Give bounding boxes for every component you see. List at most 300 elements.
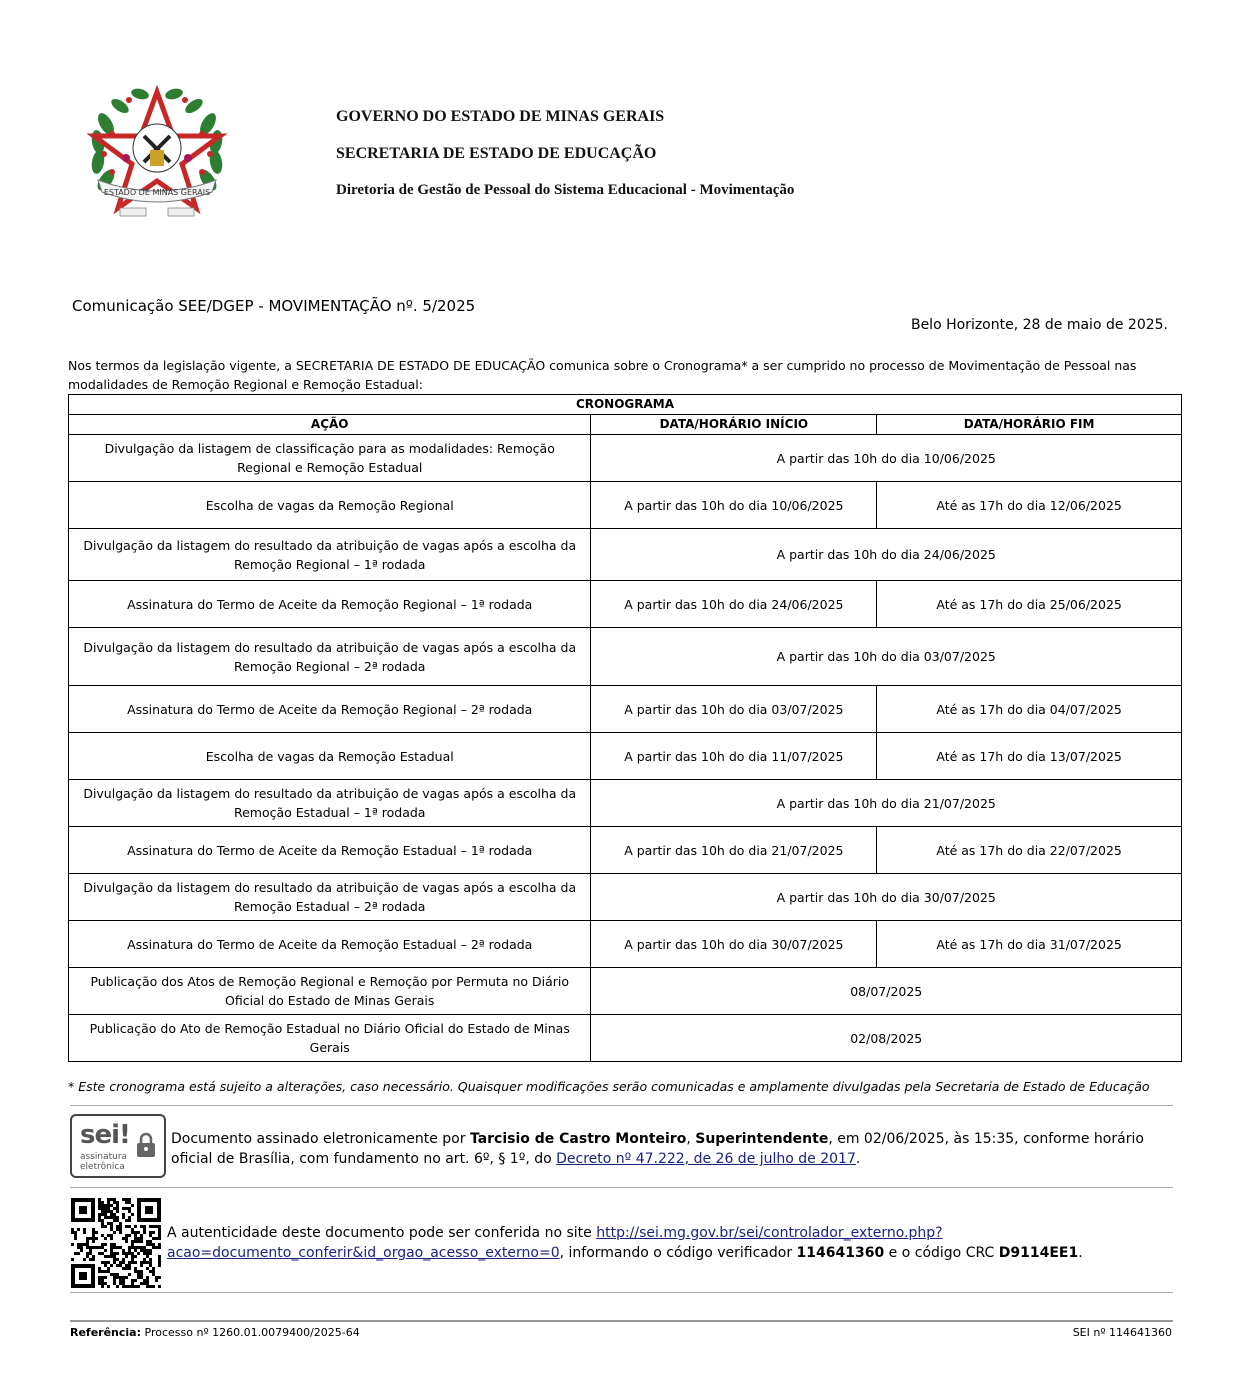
qr-module	[116, 1258, 119, 1261]
row-action: Assinatura do Termo de Aceite da Remoção Estadual – 2ª rodada	[69, 921, 591, 968]
qr-module	[113, 1261, 116, 1264]
qr-module	[158, 1276, 161, 1279]
qr-module	[125, 1285, 128, 1288]
row-start: A partir das 10h do dia 03/07/2025	[591, 686, 877, 733]
qr-module	[140, 1270, 143, 1273]
row-start: A partir das 10h do dia 11/07/2025	[591, 733, 877, 780]
qr-module	[101, 1201, 104, 1204]
qr-module	[98, 1282, 101, 1285]
row-period: 08/07/2025	[591, 968, 1182, 1015]
qr-module	[92, 1234, 95, 1237]
state-seal-logo	[84, 84, 230, 224]
qr-module	[101, 1261, 104, 1264]
qr-module	[113, 1231, 116, 1234]
sei-logo-text: sei!	[80, 1120, 130, 1150]
qr-module	[89, 1249, 92, 1252]
qr-module	[101, 1285, 104, 1288]
qr-module	[92, 1255, 95, 1258]
qr-module	[119, 1222, 122, 1225]
crc-code: D9114EE1	[998, 1245, 1079, 1261]
qr-module	[149, 1258, 152, 1261]
row-action: Publicação do Ato de Remoção Estadual no Diário Oficial do Estado de Minas Gerais	[69, 1015, 591, 1062]
qr-module	[122, 1249, 125, 1252]
qr-module	[146, 1261, 149, 1264]
qr-module	[158, 1246, 161, 1249]
row-end: Até as 17h do dia 22/07/2025	[877, 827, 1182, 874]
qr-module	[158, 1255, 161, 1258]
qr-module	[98, 1219, 101, 1222]
qr-module	[143, 1252, 146, 1255]
qr-module	[140, 1240, 143, 1243]
qr-module	[146, 1276, 149, 1279]
signer-role: Superintendente	[695, 1131, 829, 1147]
qr-module	[113, 1276, 116, 1279]
qr-module	[113, 1213, 116, 1216]
qr-module	[71, 1231, 74, 1234]
qr-module	[116, 1264, 119, 1267]
qr-module	[98, 1246, 101, 1249]
qr-module	[146, 1285, 149, 1288]
qr-module	[86, 1237, 89, 1240]
qr-module	[122, 1285, 125, 1288]
header-secretariat: SECRETARIA DE ESTADO DE EDUCAÇÃO	[336, 145, 657, 162]
qr-module	[128, 1261, 131, 1264]
qr-module	[122, 1276, 125, 1279]
row-period: A partir das 10h do dia 30/07/2025	[591, 874, 1182, 921]
qr-module	[101, 1270, 104, 1273]
qr-module	[152, 1231, 155, 1234]
qr-module	[122, 1258, 125, 1261]
qr-module	[140, 1237, 143, 1240]
qr-module	[125, 1240, 128, 1243]
qr-module	[125, 1237, 128, 1240]
qr-module	[155, 1246, 158, 1249]
row-start: A partir das 10h do dia 21/07/2025	[591, 827, 877, 874]
row-period: A partir das 10h do dia 10/06/2025	[591, 435, 1182, 482]
qr-module	[98, 1270, 101, 1273]
qr-module	[134, 1249, 137, 1252]
row-end: Até as 17h do dia 13/07/2025	[877, 733, 1182, 780]
qr-module	[128, 1246, 131, 1249]
signer-name: Tarcisio de Castro Monteiro	[469, 1131, 687, 1147]
qr-module	[80, 1246, 83, 1249]
row-start: A partir das 10h do dia 24/06/2025	[591, 581, 877, 628]
qr-module	[110, 1273, 113, 1276]
row-end: Até as 17h do dia 31/07/2025	[877, 921, 1182, 968]
qr-module	[134, 1231, 137, 1234]
sei-logo-sub2: eletrônica	[80, 1162, 125, 1172]
table-row	[69, 1015, 1182, 1062]
row-action: Divulgação da listagem do resultado da atribuição de vagas após a escolha da Remoção Regional – 2ª rodada	[69, 628, 591, 686]
qr-module	[140, 1225, 143, 1228]
authenticity-text: A autenticidade deste documento pode ser conferida no site http://sei.mg.gov.br/sei/controlador_externo.php? acao=documento_conferir&id_orgao_acesso_externo=0, informando o código verificador 114641360 e o código CRC D9114EE1.	[167, 1225, 1083, 1261]
qr-module	[134, 1279, 137, 1282]
qr-module	[113, 1246, 116, 1249]
qr-module	[146, 1249, 149, 1252]
qr-module	[143, 1225, 146, 1228]
qr-module	[152, 1246, 155, 1249]
qr-module	[146, 1243, 149, 1246]
schedule-table	[68, 394, 1182, 1062]
qr-module	[122, 1213, 125, 1216]
qr-module	[158, 1225, 161, 1228]
qr-module	[125, 1267, 128, 1270]
qr-module	[71, 1243, 74, 1246]
qr-module	[125, 1207, 128, 1210]
qr-module	[128, 1198, 131, 1201]
qr-module	[92, 1237, 95, 1240]
qr-module	[101, 1252, 104, 1255]
qr-module	[110, 1234, 113, 1237]
qr-module	[107, 1198, 110, 1201]
qr-module	[158, 1258, 161, 1261]
sei-signature-logo	[70, 1114, 166, 1178]
row-action: Escolha de vagas da Remoção Regional	[69, 482, 591, 529]
qr-module	[149, 1261, 152, 1264]
qr-module	[98, 1201, 101, 1204]
qr-module	[134, 1237, 137, 1240]
table-row	[69, 733, 1182, 780]
qr-module	[140, 1276, 143, 1279]
qr-module	[107, 1201, 110, 1204]
table-row	[69, 529, 1182, 581]
qr-module	[137, 1276, 140, 1279]
divider	[70, 1320, 1173, 1322]
header-directorate: Diretoria de Gestão de Pessoal do Sistema Educacional - Movimentação	[336, 182, 795, 198]
qr-module	[116, 1276, 119, 1279]
qr-module	[125, 1264, 128, 1267]
qr-module	[104, 1249, 107, 1252]
seal-text: ESTADO DE MINAS GERAIS	[103, 188, 211, 197]
qr-module	[155, 1237, 158, 1240]
qr-module	[116, 1228, 119, 1231]
qr-module	[155, 1225, 158, 1228]
qr-module	[95, 1237, 98, 1240]
qr-module	[128, 1264, 131, 1267]
qr-module	[113, 1207, 116, 1210]
qr-module	[104, 1261, 107, 1264]
row-action: Assinatura do Termo de Aceite da Remoção Estadual – 1ª rodada	[69, 827, 591, 874]
qr-module	[131, 1213, 134, 1216]
qr-module	[134, 1267, 137, 1270]
qr-module	[107, 1270, 110, 1273]
qr-module	[140, 1249, 143, 1252]
qr-module	[158, 1237, 161, 1240]
qr-module	[110, 1222, 113, 1225]
qr-module	[116, 1210, 119, 1213]
qr-module	[149, 1252, 152, 1255]
row-action: Divulgação da listagem do resultado da atribuição de vagas após a escolha da Remoção Regional – 1ª rodada	[69, 529, 591, 581]
qr-module	[116, 1207, 119, 1210]
qr-module	[101, 1246, 104, 1249]
qr-module	[86, 1240, 89, 1243]
qr-module	[119, 1228, 122, 1231]
qr-module	[101, 1243, 104, 1246]
qr-module	[143, 1258, 146, 1261]
row-action: Divulgação da listagem do resultado da atribuição de vagas após a escolha da Remoção Estadual – 2ª rodada	[69, 874, 591, 921]
place-date: Belo Horizonte, 28 de maio de 2025.	[910, 317, 1168, 333]
qr-module	[77, 1246, 80, 1249]
decree-link[interactable]: Decreto nº 47.222, de 26 de julho de 2017	[556, 1151, 856, 1167]
qr-module	[149, 1231, 152, 1234]
col-header-action: AÇÃO	[69, 415, 591, 435]
qr-module	[131, 1258, 134, 1261]
qr-module	[131, 1240, 134, 1243]
qr-module	[110, 1264, 113, 1267]
table-row	[69, 628, 1182, 686]
qr-module	[116, 1285, 119, 1288]
qr-module	[128, 1210, 131, 1213]
verifier-code: 114641360	[796, 1245, 885, 1261]
verify-link[interactable]: http://sei.mg.gov.br/sei/controlador_externo.php? acao=documento_conferir&id_orgao_acesso_externo=0	[167, 1225, 943, 1261]
qr-module	[128, 1216, 131, 1219]
qr-module	[80, 1249, 83, 1252]
qr-module	[134, 1261, 137, 1264]
row-action: Assinatura do Termo de Aceite da Remoção Regional – 2ª rodada	[69, 686, 591, 733]
qr-module	[158, 1243, 161, 1246]
row-action: Divulgação da listagem do resultado da atribuição de vagas após a escolha da Remoção Estadual – 1ª rodada	[69, 780, 591, 827]
qr-module	[104, 1213, 107, 1216]
qr-module	[110, 1213, 113, 1216]
qr-module	[101, 1225, 104, 1228]
qr-module	[152, 1285, 155, 1288]
qr-module	[92, 1228, 95, 1231]
qr-module	[77, 1243, 80, 1246]
qr-module	[104, 1255, 107, 1258]
qr-module	[134, 1255, 137, 1258]
qr-module	[116, 1219, 119, 1222]
qr-module	[125, 1252, 128, 1255]
qr-module	[158, 1231, 161, 1234]
qr-module	[134, 1225, 137, 1228]
header-government: GOVERNO DO ESTADO DE MINAS GERAIS	[336, 108, 665, 125]
qr-module	[125, 1201, 128, 1204]
row-action: Publicação dos Atos de Remoção Regional e Remoção por Permuta no Diário Oficial do Estado de Minas Gerais	[69, 968, 591, 1015]
qr-module	[119, 1261, 122, 1264]
qr-module	[131, 1204, 134, 1207]
qr-module	[149, 1285, 152, 1288]
qr-module	[113, 1255, 116, 1258]
qr-module	[92, 1246, 95, 1249]
qr-module	[113, 1279, 116, 1282]
qr-module	[116, 1204, 119, 1207]
qr-module	[110, 1216, 113, 1219]
qr-module	[104, 1282, 107, 1285]
qr-module	[101, 1282, 104, 1285]
qr-module	[113, 1243, 116, 1246]
qr-module	[143, 1228, 146, 1231]
qr-module	[131, 1282, 134, 1285]
qr-module	[101, 1204, 104, 1207]
qr-module	[119, 1225, 122, 1228]
qr-module	[152, 1225, 155, 1228]
qr-module	[104, 1276, 107, 1279]
qr-module	[134, 1285, 137, 1288]
qr-module	[107, 1285, 110, 1288]
table-row	[69, 482, 1182, 529]
qr-module	[92, 1258, 95, 1261]
table-row	[69, 435, 1182, 482]
qr-module	[110, 1198, 113, 1201]
qr-module	[119, 1246, 122, 1249]
qr-module	[155, 1279, 158, 1282]
qr-module	[116, 1252, 119, 1255]
qr-module	[152, 1270, 155, 1273]
signature-text: Documento assinado eletronicamente por Tarcisio de Castro Monteiro, Superintendente, em 02/06/2025, às 15:35, conforme horário oficial de Brasília, com fundamento no art. 6º, § 1º, do Decreto nº 47.222, de 26 de julho de 2017.	[171, 1131, 1144, 1167]
qr-module	[137, 1273, 140, 1276]
qr-module	[86, 1246, 89, 1249]
process-reference: Referência: Processo nº 1260.01.0079400/2025-64	[70, 1326, 360, 1339]
qr-module	[131, 1228, 134, 1231]
qr-module	[149, 1270, 152, 1273]
qr-module	[134, 1270, 137, 1273]
qr-module	[113, 1219, 116, 1222]
row-period: A partir das 10h do dia 03/07/2025	[591, 628, 1182, 686]
qr-module	[107, 1255, 110, 1258]
table-row	[69, 968, 1182, 1015]
qr-module	[122, 1267, 125, 1270]
qr-module	[92, 1231, 95, 1234]
qr-module	[74, 1234, 77, 1237]
qr-module	[107, 1261, 110, 1264]
qr-module	[86, 1252, 89, 1255]
qr-module	[92, 1240, 95, 1243]
qr-module	[146, 1252, 149, 1255]
divider	[70, 1292, 1173, 1293]
qr-module	[113, 1252, 116, 1255]
qr-module	[143, 1261, 146, 1264]
qr-module	[122, 1282, 125, 1285]
intro-paragraph: Nos termos da legislação vigente, a SECRETARIA DE ESTADO DE EDUCAÇÃO comunica sobre o Cronograma* a ser cumprido no processo de Movimentação de Pessoal nas modalidades de Remoção Regional e Remoção Estadual:	[68, 358, 1137, 392]
qr-module	[125, 1219, 128, 1222]
qr-module	[113, 1201, 116, 1204]
qr-module	[143, 1279, 146, 1282]
table-row	[69, 780, 1182, 827]
qr-module	[89, 1258, 92, 1261]
qr-module	[116, 1273, 119, 1276]
qr-module	[107, 1234, 110, 1237]
row-action: Escolha de vagas da Remoção Estadual	[69, 733, 591, 780]
qr-module	[98, 1207, 101, 1210]
col-header-start: DATA/HORÁRIO INÍCIO	[591, 415, 877, 435]
sei-logo-sub1: assinatura	[80, 1152, 128, 1162]
qr-module	[71, 1258, 74, 1261]
qr-module	[104, 1243, 107, 1246]
qr-module	[122, 1261, 125, 1264]
qr-module	[149, 1234, 152, 1237]
qr-module	[104, 1207, 107, 1210]
qr-module	[83, 1243, 86, 1246]
qr-module	[128, 1201, 131, 1204]
qr-module	[158, 1264, 161, 1267]
qr-module	[113, 1258, 116, 1261]
qr-module	[149, 1264, 152, 1267]
qr-module	[131, 1261, 134, 1264]
qr-module	[113, 1216, 116, 1219]
qr-module	[128, 1273, 131, 1276]
qr-module	[152, 1243, 155, 1246]
qr-module	[113, 1273, 116, 1276]
qr-module	[137, 1237, 140, 1240]
qr-module	[128, 1234, 131, 1237]
row-period: A partir das 10h do dia 21/07/2025	[591, 780, 1182, 827]
qr-module	[104, 1216, 107, 1219]
qr-module	[101, 1207, 104, 1210]
qr-module	[116, 1246, 119, 1249]
col-header-end: DATA/HORÁRIO FIM	[877, 415, 1182, 435]
qr-module	[149, 1225, 152, 1228]
qr-module	[110, 1228, 113, 1231]
qr-module	[86, 1243, 89, 1246]
qr-module	[140, 1273, 143, 1276]
qr-module	[77, 1252, 80, 1255]
qr-module	[101, 1234, 104, 1237]
qr-module	[104, 1204, 107, 1207]
qr-module	[149, 1240, 152, 1243]
qr-module	[98, 1204, 101, 1207]
qr-module	[110, 1249, 113, 1252]
qr-module	[80, 1243, 83, 1246]
qr-module	[134, 1234, 137, 1237]
row-end: Até as 17h do dia 12/06/2025	[877, 482, 1182, 529]
qr-module	[131, 1285, 134, 1288]
qr-module	[119, 1231, 122, 1234]
qr-module	[158, 1285, 161, 1288]
divider	[70, 1105, 1173, 1106]
qr-module	[74, 1231, 77, 1234]
qr-module	[107, 1210, 110, 1213]
qr-module	[86, 1255, 89, 1258]
qr-module	[116, 1216, 119, 1219]
qr-module	[143, 1246, 146, 1249]
qr-module	[122, 1237, 125, 1240]
qr-module	[140, 1282, 143, 1285]
qr-module	[110, 1210, 113, 1213]
row-period: A partir das 10h do dia 24/06/2025	[591, 529, 1182, 581]
row-start: A partir das 10h do dia 10/06/2025	[591, 482, 877, 529]
qr-module	[122, 1216, 125, 1219]
qr-module	[110, 1255, 113, 1258]
qr-module	[122, 1198, 125, 1201]
qr-module	[134, 1240, 137, 1243]
qr-module	[98, 1279, 101, 1282]
qr-module	[152, 1273, 155, 1276]
qr-module	[122, 1207, 125, 1210]
qr-module	[146, 1255, 149, 1258]
qr-module	[98, 1252, 101, 1255]
qr-module	[158, 1228, 161, 1231]
qr-module	[152, 1237, 155, 1240]
qr-module	[101, 1210, 104, 1213]
qr-module	[146, 1267, 149, 1270]
qr-module	[107, 1216, 110, 1219]
qr-module	[137, 1270, 140, 1273]
qr-module	[131, 1231, 134, 1234]
qr-module	[137, 1285, 140, 1288]
qr-module	[134, 1246, 137, 1249]
row-end: Até as 17h do dia 04/07/2025	[877, 686, 1182, 733]
qr-module	[152, 1267, 155, 1270]
qr-module	[137, 1252, 140, 1255]
qr-module	[131, 1255, 134, 1258]
qr-module	[116, 1225, 119, 1228]
qr-module	[149, 1243, 152, 1246]
qr-module	[104, 1264, 107, 1267]
table-title: CRONOGRAMA	[69, 395, 1182, 415]
qr-module	[140, 1246, 143, 1249]
qr-module	[158, 1234, 161, 1237]
qr-module	[83, 1258, 86, 1261]
